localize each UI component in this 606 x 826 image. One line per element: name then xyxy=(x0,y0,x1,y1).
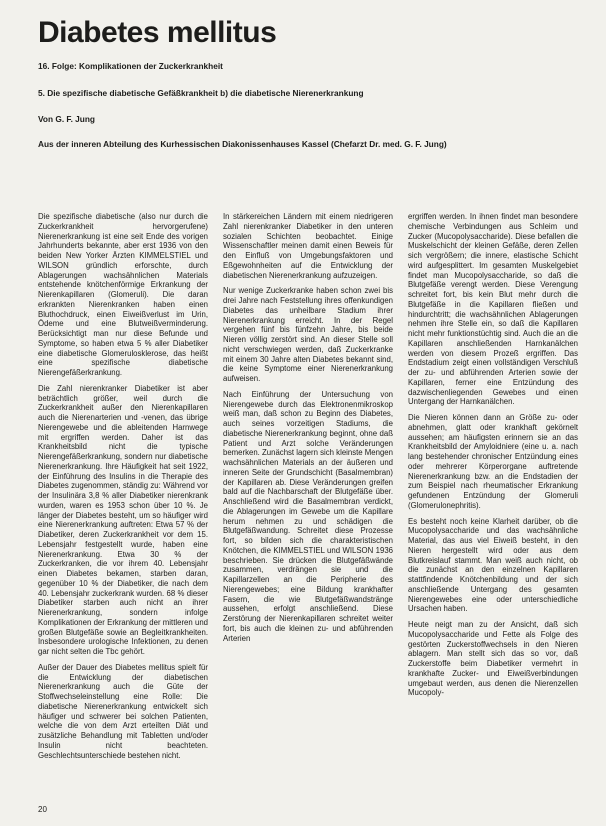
paragraph: Die spezifische diabetische (also nur durch die Zuckerkrankheit hervorgerufene) Nierenerkrankung ist eine seit Ende des vorigen Jahrhunderts bekannte, aber erst 1936 von den beiden New Yorker Ärzten KIMMELSTIEL und WILSON gründlich erforschte, durch Ablagerungen wachsähnlichen Materials entstehende knötchenförmige Erkrankung der Nierenkapillaren (Glomeruli). Die daran erkrankten Nierenkranken haben einen Bluthochdruck, einen Eiweißverlust im Urin, Ödeme und eine Blutweißverminderung. Berücksichtigt man nur diese Befunde und Symptome, so haben etwa 5 % aller Diabetiker eine diabetische Glomerulosklerose, das heißt eine spezifische diabetische Nierengefäßerkrankung. xyxy=(38,212,208,377)
series-heading: 16. Folge: Komplikationen der Zuckerkrankheit xyxy=(38,61,223,71)
paragraph: Außer der Dauer des Diabetes mellitus spielt für die Entwicklung der diabetischen Nierenerkrankung auch die Güte der Stoffwechseleinstellung eine Rolle: Die diabetische Nierenerkrankung entwickelt sich häufiger und schwerer bei solchen Patienten, welche die von dem Arzt erteilten Diät und zusätzliche Behandlung mit Tabletten und/oder Insulin nicht beachteten. Geschlechtsunterschiede bestehen nicht. xyxy=(38,662,208,760)
article-subtitle: 5. Die spezifische diabetische Gefäßkrankheit b) die diabetische Nierenerkrankung xyxy=(38,88,364,98)
paragraph: Heute neigt man zu der Ansicht, daß sich Mucopolysaccharide und Fette als Folge des gestörten Zuckerstoffwechsels in den Nieren ablagern. Man stellt sich das so vor, daß Zuckerstoffe beim Diabetiker vermehrt in krankhafte Zucker- und Eiweißverbindungen umgebaut werden, aus denen die Nierenzellen Mucopoly- xyxy=(408,620,578,698)
paragraph: Nach Einführung der Untersuchung von Nierengewebe durch das Elektronenmikroskop weiß man, daß schon zu Beginn des Diabetes, auch seines vorzeitigen Stadiums, die diabetische Nierenerkrankung beginnt, ohne daß Patient und Arzt solche Veränderungen bemerken. Zunächst lagern sich kleinste Mengen wachsähnlichen Materials an der äußeren und inneren Seite der Grundschicht (Basalmembran) der Kapillaren ab. Diese Veränderungen greifen bald auf die Nachbarschaft der Blutgefäße über. Anschließend wird die Basalmembran verdickt, die Ablagerungen im Gewebe um die Kapillare herum nehmen zu und schädigen die Blutgefäßwandung. Schreitet diese Prozesse fort, so bilden sich die charakteristischen Knötchen, die KIMMELSTIEL und WILSON 1936 beschrieben. Sie drücken die Blutgefäßwände zusammen, verdrängen sie und die Kapillarzellen an die Peripherie des Nierengewebes; eine Bildung krankhafter Fasern, die wie Blutgefäßwandstränge aussehen, erfolgt anschließend. Diese Zerstörung der Nierenkapillaren schreitet weiter fort, bis auch die kleinen zu- und abführenden Arterien xyxy=(223,389,393,643)
paragraph: Die Nieren können dann an Größe zu- oder abnehmen, glatt oder krankhaft gekörnelt aussehen; am häufigsten erinnern sie an das Krankheitsbild der Amyloidniere (eine u. a. nach lang bestehender chronischer Entzündung eines oder mehrerer Körperorgane auftretende Nierenerkrankung bzw. an die Endstadien der zum Beispiel nach rheumatischer Erkrankung gefundenen Entzündung der Glomeruli (Glomerulonephritis). xyxy=(408,413,578,510)
affiliation-line: Aus der inneren Abteilung des Kurhessischen Diakonissenhauses Kassel (Chefarzt Dr. med. G. F. Jung) xyxy=(38,139,447,149)
paragraph: In stärkereichen Ländern mit einem niedrigeren Zahl nierenkranker Diabetiker in den unteren sozialen Schichten beobachtet. Einige Wissenschaftler meinen damit einen Beweis für den Einfluß von Umgebungsfaktoren und Eßgewohnheiten auf die Entwicklung der diabetischen Nierenerkrankung aufzuzeigen. xyxy=(223,212,393,280)
page-number: 20 xyxy=(38,805,47,814)
paragraph: Die Zahl nierenkranker Diabetiker ist aber beträchtlich größer, weil durch die Zuckerkrankheit außer den Nierenkapillaren auch die Nierenarterien und -venen, das übrige Nierengewebe und die ableitenden Harnwege mit ergriffen werden. Daher ist das Krankheitsbild nicht die typische Nierengefäßerkrankung, sondern nur diabetische Nierenerkrankung. Ihre Häufigkeit hat seit 1922, der Einführung des Insulins in die Therapie des Diabetes zugenommen, ständig zu: Während vor der Insulinära 3,8 % aller Diabetiker nierenkrank wurden, waren es 1953 schon über 10 %. Je länger der Diabetes besteht, um so häufiger wird eine Nierenerkrankung auftreten: Etwa 57 % der Diabetiker, deren Zuckerkrankheit vor dem 15. Lebensjahr festgestellt wurde, haben eine Nierenerkrankung. Etwa 30 % der Zuckerkranken, die vor ihrem 40. Lebensjahr einen Diabetes bekamen, starben daran, gegenüber 10 % der Diabetiker, die nach dem 40. Lebensjahr zuckerkrank wurden. 68 % dieser Diabetiker starben auch nicht an ihrer Nierenerkrankung, sondern infolge Komplikationen der Erkrankung der mittleren und großen Blutgefäße sowie an Begleitkrankheiten. Insbesondere urologische Infektionen, zu denen gar nicht selten die Tbc gehört. xyxy=(38,383,208,656)
column-1 xyxy=(38,212,208,808)
body-columns xyxy=(38,212,578,808)
paragraph: Nur wenige Zuckerkranke haben schon zwei bis drei Jahre nach Feststellung ihres offenkundigen Diabetes das unheilbare Stadium ihrer Nierenerkrankung erreicht. In der Regel vergehen fünf bis fünfzehn Jahre, bis beide Nieren völlig zerstört sind. An dieser Stelle soll nicht verschwiegen werden, daß Zuckerkranke mit einem 30 Jahre alten Diabetes bekannt sind, die keine Symptome einer Nierenerkrankung aufweisen. xyxy=(223,286,393,383)
paragraph: Es besteht noch keine Klarheit darüber, ob die Mucopolysaccharide und das wachsähnliche Material, das aus viel Eiweiß besteht, in den Nieren hergestellt wird oder aus dem Blutkreislauf stammt. Man weiß auch nicht, ob die zunächst an den einzelnen Kapillaren stattfindende Knötchenbildung und der sich anschließende Untergang des gesamten Nierengewebes eine oder unterschiedliche Ursachen haben. xyxy=(408,516,578,614)
column-2 xyxy=(223,212,393,808)
author-line: Von G. F. Jung xyxy=(38,114,96,124)
article-title: Diabetes mellitus xyxy=(38,16,277,49)
paragraph: ergriffen werden. In ihnen findet man besondere chemische Verbindungen aus Schleim und Zucker (Mucopolysaccharide). Diese befallen die Muskelschicht der kleinen Gefäße, deren Zellen sich vergrößern; die innere, elastische Schicht wird aufgesplittert. Im gesamten Muskelgebiet findet man Mucopolysaccharide, so daß die Blutgefäße verengt werden. Diese Verengung schreitet fort, bis kein Blut mehr durch die Blutgefäße in die Kapillaren fließen und hindurchtritt; die wachsähnlichen Ablagerungen nehmen ihre Stelle ein, so daß die Kapillaren nicht mehr funktionstüchtig sind. Auch die an die Kapillaren anschließenden Harnkanälchen werden von diesem Prozeß ergriffen. Das Endstadium zeigt einen vollständigen Verschluß der zu- und abführenden Arterien sowie der Kapillaren, ferner eine Entzündung des dazwischenliegenden Gewebes und einen Untergang der Harnkanälchen. xyxy=(408,212,578,407)
column-3 xyxy=(408,212,578,808)
